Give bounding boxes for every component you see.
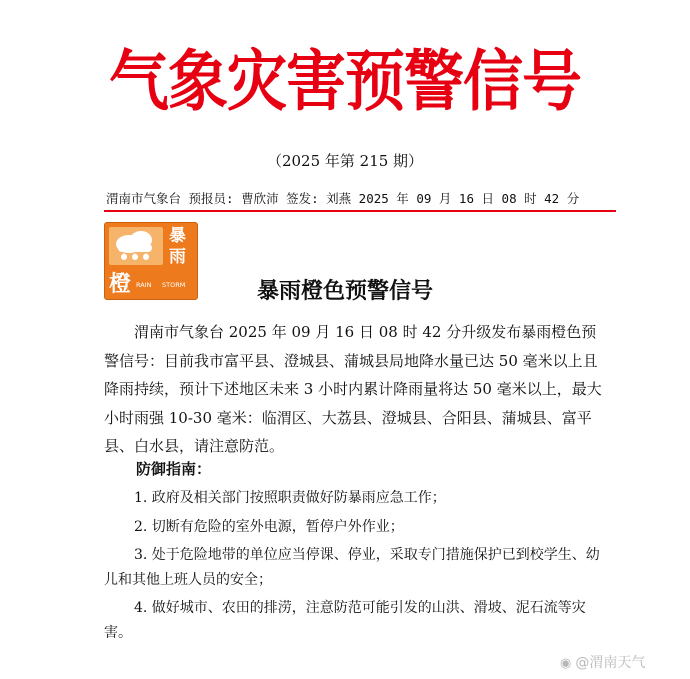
guide-list bbox=[104, 486, 609, 649]
badge-char-bao: 暴 bbox=[169, 226, 186, 246]
watermark bbox=[560, 652, 645, 672]
badge-text-storm: STORM bbox=[162, 281, 186, 289]
guide-item: 4. 做好城市、农田的排涝，注意防范可能引发的山洪、滑坡、泥石流等灾害。 bbox=[104, 600, 586, 641]
watermark-text: @渭南天气 bbox=[575, 655, 646, 671]
guide-item: 3. 处于危险地带的单位应当停课、停业，采取专门措施保护已到校学生、幼儿和其他上班人员的安全； bbox=[104, 547, 600, 588]
issuer-line: 渭南市气象台 预报员: 曹欣沛 签发: 刘燕 2025 年 09 月 16 日 08 时 42 分 bbox=[106, 191, 580, 206]
issue-number: （2025 年第 215 期） bbox=[266, 152, 424, 170]
guide-title: 防御指南： bbox=[136, 460, 212, 478]
warning-body-text: 渭南市气象台 2025 年 09 月 16 日 08 时 42 分升级发布暴雨橙色预警信号：目前我市富平县、澄城县、蒲城县局地降水量已达 50 毫米以上且降雨持续，预计下述地区未来 3 小时内累计降雨量将达 50 毫米以上，最大小时雨强 10-30 毫米：临渭区、大荔县、澄城县、合阳县、蒲城县、富平县、白水县，请注意防范。 bbox=[104, 323, 602, 455]
badge-text-rain: RAIN bbox=[136, 281, 152, 289]
document-title: 气象灾害预警信号 bbox=[109, 43, 581, 121]
weibo-icon: ◉ bbox=[560, 656, 572, 671]
guide-item: 2. 切断有危险的室外电源，暂停户外作业； bbox=[134, 518, 404, 535]
badge-char-yu: 雨 bbox=[169, 247, 186, 267]
signal-title: 暴雨橙色预警信号 bbox=[256, 279, 433, 304]
red-divider bbox=[104, 210, 616, 212]
guide-item: 1. 政府及相关部门按照职责做好防暴雨应急工作； bbox=[134, 490, 446, 506]
badge-char-cheng: 橙 bbox=[109, 272, 132, 297]
warning-body bbox=[104, 318, 609, 461]
rain-cloud-icon bbox=[109, 227, 163, 265]
